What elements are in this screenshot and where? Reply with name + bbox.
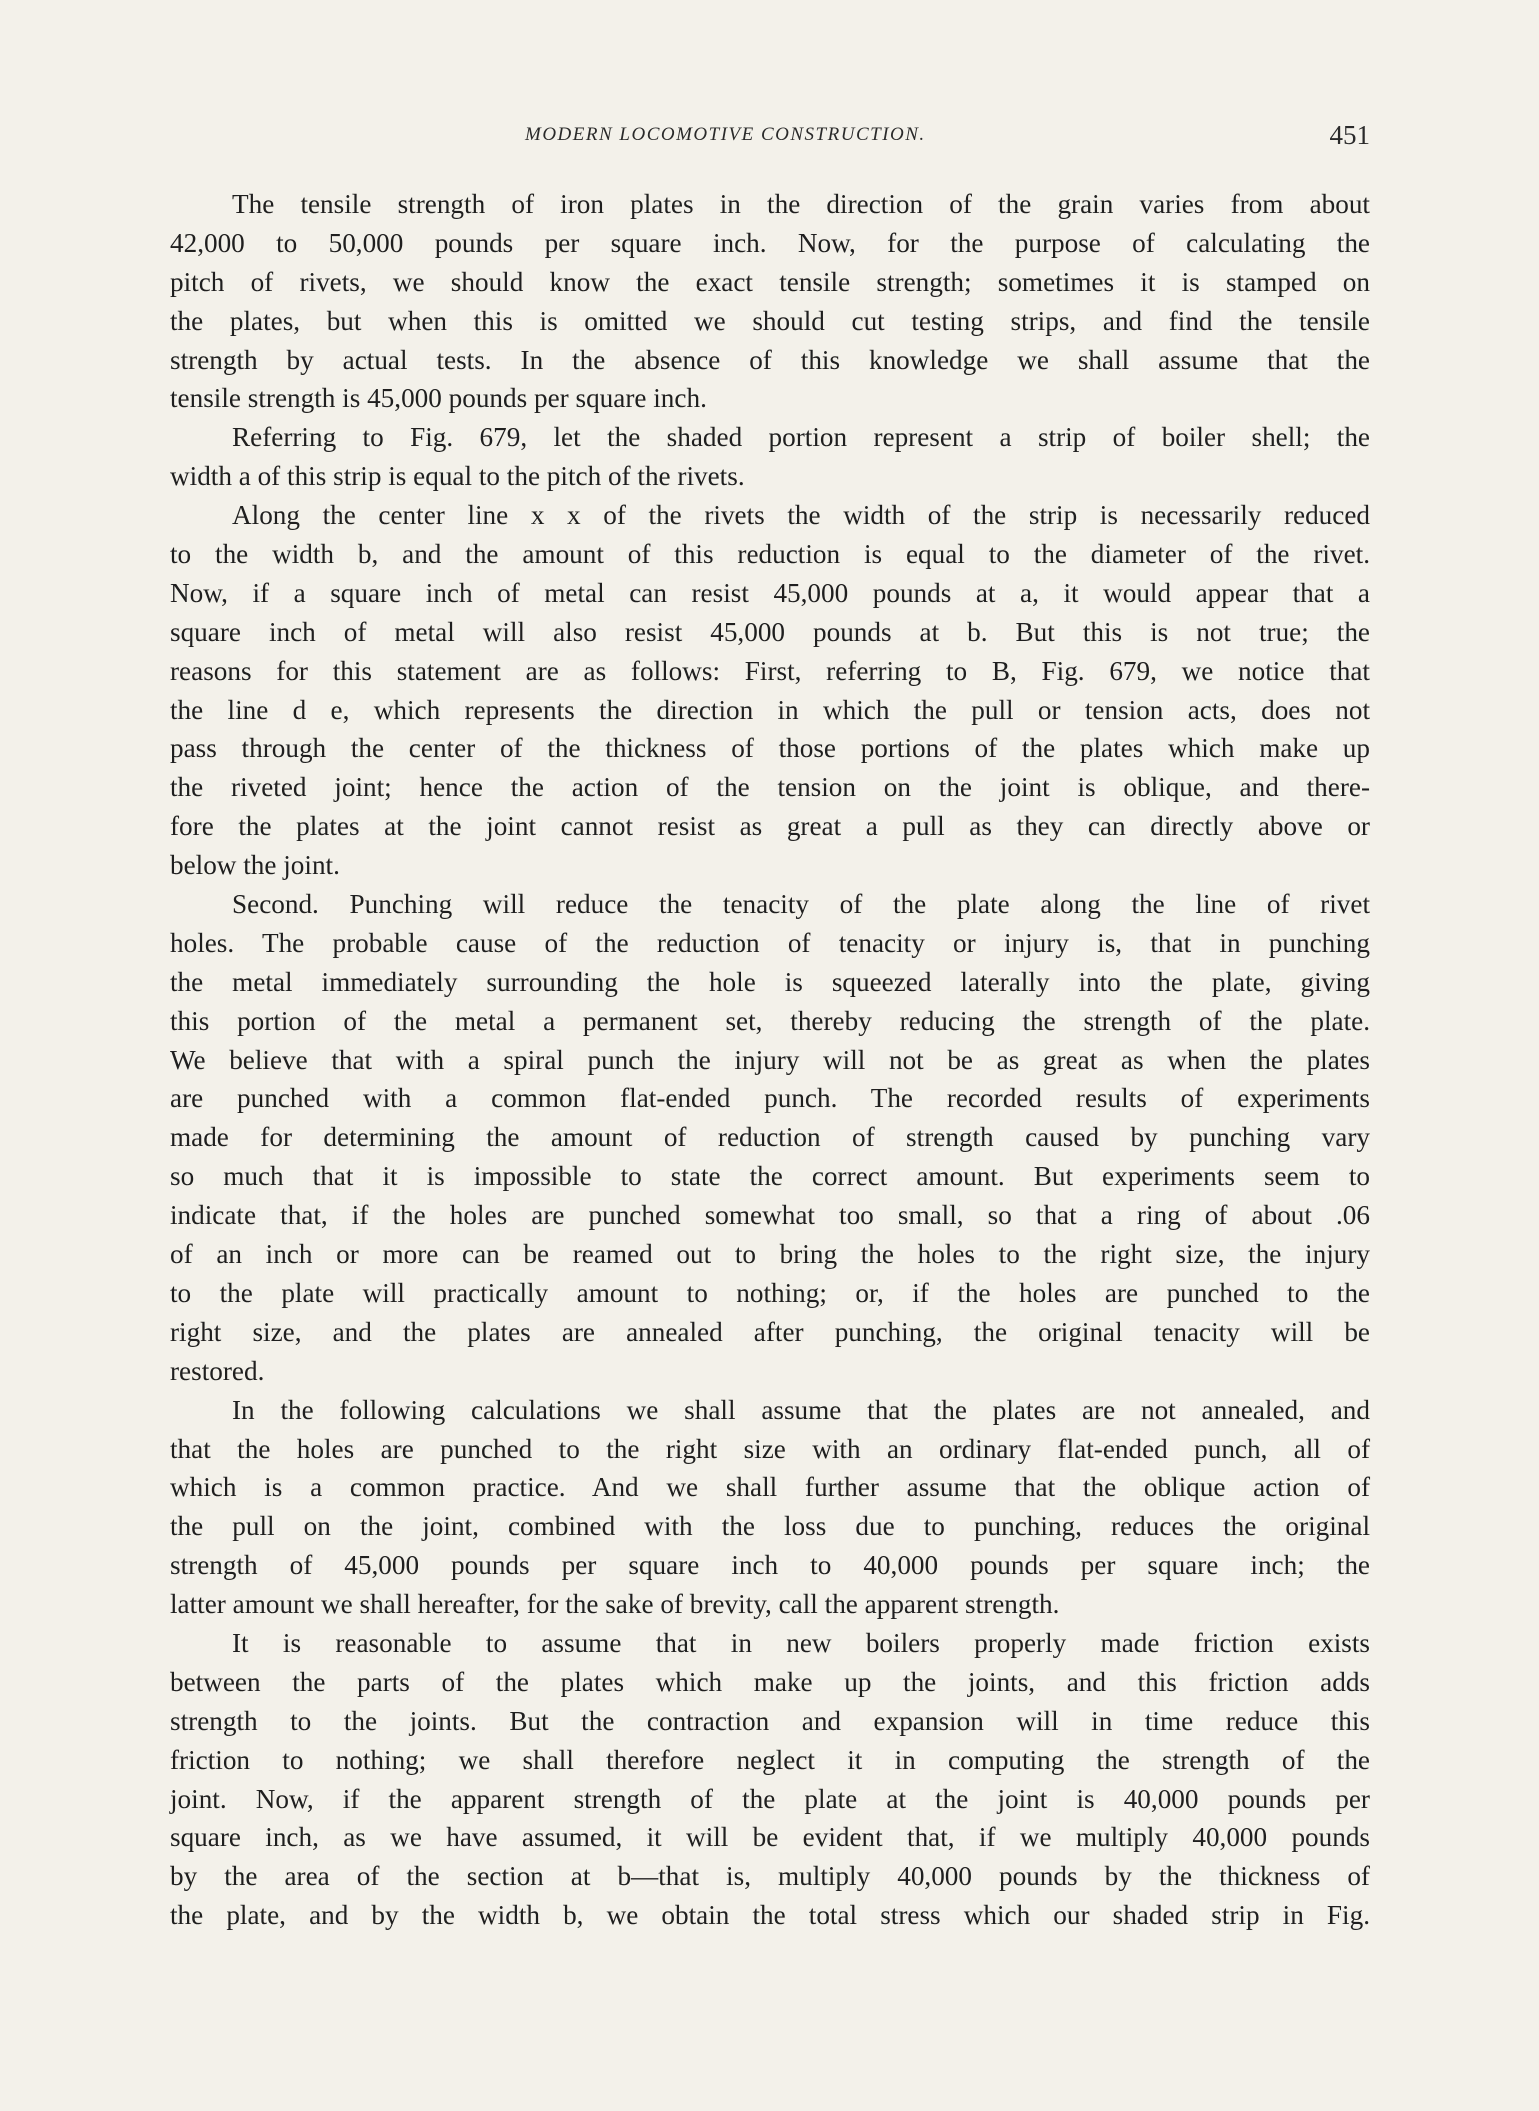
text-line: made for determining the amount of reduction of strength caused by punching vary bbox=[170, 1122, 1370, 1153]
text-line: latter amount we shall hereafter, for the sake of brevity, call the apparent strength. bbox=[170, 1589, 1060, 1620]
text-line: so much that it is impossible to state the correct amount. But experiments seem to bbox=[170, 1161, 1370, 1192]
text-line: restored. bbox=[170, 1355, 265, 1386]
text-line: We believe that with a spiral punch the injury will not be as great as when the plates bbox=[170, 1044, 1370, 1075]
text-line: Along the center line x x of the rivets the width of the strip is necessarily reduced bbox=[232, 500, 1370, 531]
text-line: the metal immediately surrounding the hole is squeezed laterally into the plate, giving bbox=[170, 966, 1370, 997]
text-line: the plate, and by the width b, we obtain the total stress which our shaded strip in Fig. bbox=[170, 1900, 1370, 1931]
text-line: are punched with a common flat-ended punch. The recorded results of experiments bbox=[170, 1083, 1370, 1114]
text-line: Second. Punching will reduce the tenacity of the plate along the line of rivet bbox=[232, 889, 1370, 920]
text-line: the pull on the joint, combined with the loss due to punching, reduces the original bbox=[170, 1511, 1370, 1542]
text-line: square inch of metal will also resist 45,000 pounds at b. But this is not true; the bbox=[170, 616, 1370, 647]
text-line: that the holes are punched to the right size with an ordinary flat-ended punch, all of bbox=[170, 1433, 1370, 1464]
text-line: The tensile strength of iron plates in the direction of the grain varies from about bbox=[232, 189, 1370, 219]
text-line: this portion of the metal a permanent set, thereby reducing the strength of the plate. bbox=[170, 1005, 1370, 1036]
text-line: of an inch or more can be reamed out to bring the holes to the right size, the injury bbox=[170, 1239, 1370, 1270]
text-line: by the area of the section at b—that is, multiply 40,000 pounds by the thickness of bbox=[170, 1861, 1370, 1892]
text-line: strength to the joints. But the contraction and expansion will in time reduce this bbox=[170, 1705, 1370, 1736]
text-line: below the joint. bbox=[170, 850, 340, 881]
text-line: pitch of rivets, we should know the exact tensile strength; sometimes it is stamped on bbox=[170, 266, 1370, 297]
text-line: strength of 45,000 pounds per square inch to 40,000 pounds per square inch; the bbox=[170, 1550, 1370, 1581]
body-text bbox=[170, 185, 1370, 1935]
text-line: square inch, as we have assumed, it will be evident that, if we multiply 40,000 pounds bbox=[170, 1822, 1370, 1853]
text-line: which is a common practice. And we shall further assume that the oblique action of bbox=[170, 1472, 1370, 1503]
text-line: reasons for this statement are as follows: First, referring to B, Fig. 679, we notice that bbox=[170, 655, 1370, 686]
running-head bbox=[170, 120, 1370, 160]
text-line: It is reasonable to assume that in new boilers properly made friction exists bbox=[232, 1627, 1370, 1658]
text-line: Now, if a square inch of metal can resist 45,000 pounds at a, it would appear that a bbox=[170, 577, 1370, 608]
text-line: the riveted joint; hence the action of the tension on the joint is oblique, and there- bbox=[170, 772, 1370, 803]
text-line: Referring to Fig. 679, let the shaded portion represent a strip of boiler shell; the bbox=[232, 422, 1370, 453]
text-line: right size, and the plates are annealed after punching, the original tenacity will be bbox=[170, 1316, 1370, 1347]
text-line: tensile strength is 45,000 pounds per square inch. bbox=[170, 383, 707, 414]
text-line: the line d e, which represents the direction in which the pull or tension acts, does not bbox=[170, 694, 1370, 725]
running-title: MODERN LOCOMOTIVE CONSTRUCTION. bbox=[525, 124, 926, 145]
text-line: strength by actual tests. In the absence of this knowledge we shall assume that the bbox=[170, 344, 1370, 375]
text-line: fore the plates at the joint cannot resist as great a pull as they can directly above or bbox=[170, 811, 1370, 842]
text-line: 42,000 to 50,000 pounds per square inch. Now, for the purpose of calculating the bbox=[170, 227, 1370, 258]
text-line: between the parts of the plates which make up the joints, and this friction adds bbox=[170, 1666, 1370, 1697]
text-line: In the following calculations we shall assume that the plates are not annealed, and bbox=[232, 1394, 1370, 1425]
text-line: indicate that, if the holes are punched somewhat too small, so that a ring of about .06 bbox=[170, 1200, 1370, 1231]
text-line: joint. Now, if the apparent strength of the plate at the joint is 40,000 pounds per bbox=[170, 1783, 1370, 1814]
text-line: holes. The probable cause of the reduction of tenacity or injury is, that in punching bbox=[170, 927, 1370, 958]
text-line: to the width b, and the amount of this reduction is equal to the diameter of the rivet. bbox=[170, 539, 1370, 570]
text-line: width a of this strip is equal to the pitch of the rivets. bbox=[170, 461, 745, 492]
text-line: to the plate will practically amount to nothing; or, if the holes are punched to the bbox=[170, 1277, 1370, 1308]
page-number: 451 bbox=[1329, 120, 1370, 150]
text-line: pass through the center of the thickness of those portions of the plates which make up bbox=[170, 733, 1370, 764]
text-line: friction to nothing; we shall therefore neglect it in computing the strength of the bbox=[170, 1744, 1370, 1775]
text-line: the plates, but when this is omitted we should cut testing strips, and find the tensile bbox=[170, 305, 1370, 336]
